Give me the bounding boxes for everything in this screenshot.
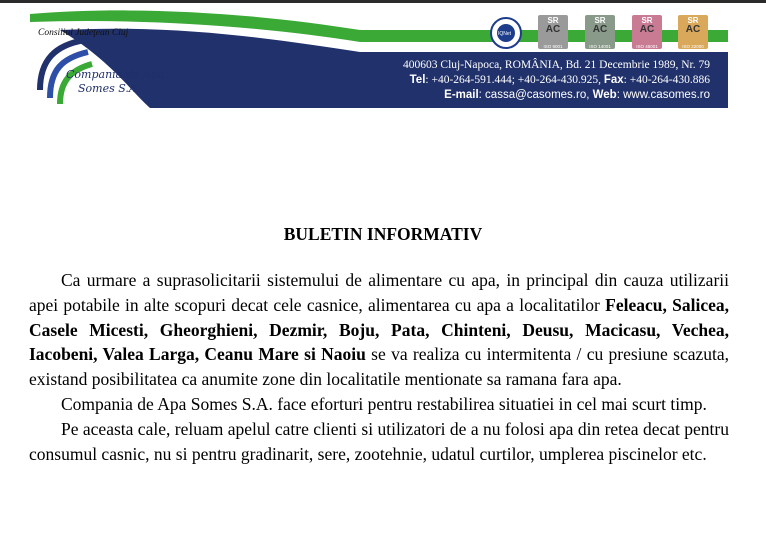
phone-fax-line: Tel: +40-264-591.444; +40-264-430.925, Fax: +40-264-430.886 bbox=[409, 74, 710, 86]
company-name-line2: Somes S.A bbox=[78, 82, 137, 95]
council-name: Consiliul Judeţean Cluj bbox=[38, 28, 129, 38]
document-body bbox=[29, 268, 729, 466]
paragraph-1: Ca urmare a suprasolicitarii sistemului de alimentare cu apa, in principal din cauza utilizarii apei potabile in alte scopuri decat cele casnice, alimentarea cu apa a localitatilor Feleacu, Salicea, Casele Micesti, Gheorghieni, Dezmir, Boju, Pata, Chinteni, Deusu, Macicasu, Vechea, Iacobeni, Valea Larga, Ceanu Mare si Naoiu se va realiza cu intermitenta / cu presiune scazuta, existand posibilitatea ca anumite zone din localitatile mentionate sa ramana fara apa. bbox=[29, 270, 729, 390]
paragraph-2: Compania de Apa Somes S.A. face eforturi pentru restabilirea situatiei in cel mai scurt timp. bbox=[61, 393, 707, 414]
document-title: BULETIN INFORMATIV bbox=[283, 224, 483, 244]
company-name-line1: Compania de Apa bbox=[66, 68, 165, 81]
localities-list: Feleacu, Salicea, Casele Micesti, Gheorghieni, Dezmir, Boju, Pata, Chinteni, Deusu, Macicasu, Vechea, Iacobeni, Valea Larga, Ceanu Mare si Naoiu bbox=[29, 294, 729, 365]
srac-iso45001-badge: SR AC ISO 45001 bbox=[632, 15, 662, 49]
company-logo-text bbox=[66, 68, 164, 96]
letterhead bbox=[0, 0, 766, 115]
iqnet-logo-icon: IQNet bbox=[490, 17, 522, 49]
email-web-line: E-mail: cassa@casomes.ro, Web: www.casomes.ro bbox=[444, 89, 710, 101]
srac-iso9001-badge: SR AC ISO 9001 bbox=[538, 15, 568, 49]
paragraph-3: Pe aceasta cale, reluam apelul catre clienti si utilizatori de a nu folosi apa din retea decat pentru consumul casnic, nu si pentru gradinarit, sere, zootehnie, udatul curtilor, umplerea piscinelor etc. bbox=[29, 418, 729, 464]
srac-iso22000-badge: SR AC ISO 22000 bbox=[678, 15, 708, 49]
contact-block bbox=[403, 58, 710, 103]
srac-iso14001-badge: SR AC ISO 14001 bbox=[585, 15, 615, 49]
address: 400603 Cluj-Napoca, ROMÂNIA, Bd. 21 Decembrie 1989, Nr. 79 bbox=[403, 59, 710, 71]
